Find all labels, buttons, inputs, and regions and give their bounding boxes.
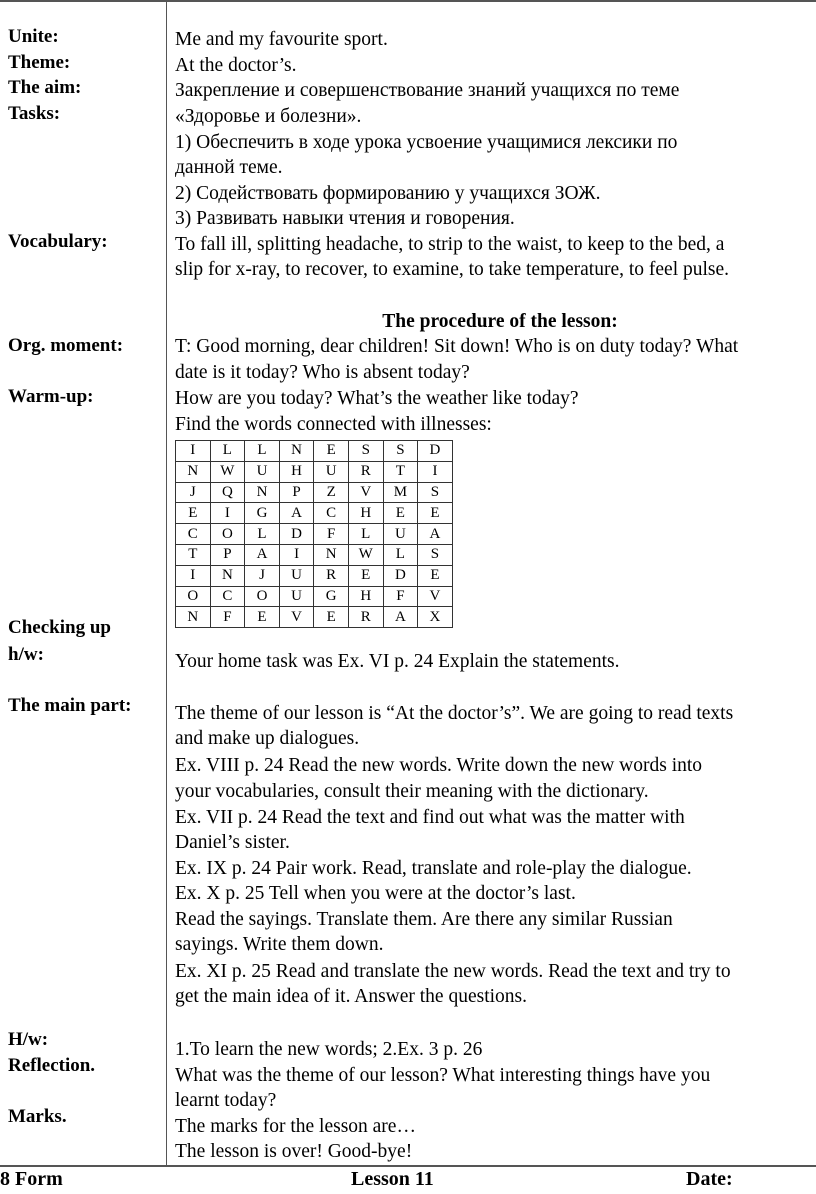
word-search-grid xyxy=(175,440,453,628)
grid-cell: S xyxy=(348,441,383,462)
grid-cell: J xyxy=(245,565,280,586)
grid-row xyxy=(176,524,453,545)
grid-cell: Z xyxy=(314,482,349,503)
grid-cell: N xyxy=(210,565,245,586)
grid-row xyxy=(176,482,453,503)
grid-cell: N xyxy=(245,482,280,503)
grid-cell: U xyxy=(314,461,349,482)
grid-cell: Q xyxy=(210,482,245,503)
grid-cell: L xyxy=(348,524,383,545)
content-line: 1) Обеспечить в ходе урока усвоение учащимися лексики по xyxy=(175,132,678,153)
grid-row xyxy=(176,607,453,628)
grid-cell: D xyxy=(418,441,453,462)
content-line: Закрепление и совершенствование знаний учащихся по теме xyxy=(175,80,680,101)
section-label: h/w: xyxy=(8,644,44,665)
grid-row xyxy=(176,544,453,565)
grid-row xyxy=(176,503,453,524)
grid-cell: A xyxy=(245,544,280,565)
grid-cell: G xyxy=(245,503,280,524)
content-line: The theme of our lesson is “At the doctor’s”. We are going to read texts xyxy=(175,703,734,724)
content-line: Daniel’s sister. xyxy=(175,832,290,853)
grid-cell: F xyxy=(314,524,349,545)
section-label: Unite: xyxy=(8,26,59,47)
grid-cell: V xyxy=(279,607,314,628)
content-line: 1.To learn the new words; 2.Ex. 3 p. 26 xyxy=(175,1039,483,1060)
grid-cell: S xyxy=(418,544,453,565)
grid-row xyxy=(176,461,453,482)
grid-cell: M xyxy=(383,482,418,503)
grid-cell: I xyxy=(210,503,245,524)
grid-cell: O xyxy=(245,586,280,607)
content-line: Ex. XI p. 25 Read and translate the new words. Read the text and try to xyxy=(175,961,731,982)
section-label: Marks. xyxy=(8,1106,67,1127)
grid-cell: S xyxy=(418,482,453,503)
grid-cell: X xyxy=(418,607,453,628)
content-line: Ex. X p. 25 Tell when you were at the doctor’s last. xyxy=(175,883,576,904)
grid-cell: E xyxy=(348,565,383,586)
grid-cell: H xyxy=(279,461,314,482)
grid-cell: E xyxy=(383,503,418,524)
grid-cell: T xyxy=(383,461,418,482)
grid-cell: A xyxy=(279,503,314,524)
section-label: Checking up xyxy=(8,617,111,638)
content-line: T: Good morning, dear children! Sit down! Who is on duty today? What xyxy=(175,336,739,357)
grid-cell: S xyxy=(383,441,418,462)
grid-cell: U xyxy=(245,461,280,482)
content-line: At the doctor’s. xyxy=(175,55,297,76)
grid-cell: I xyxy=(176,565,211,586)
grid-cell: E xyxy=(245,607,280,628)
grid-cell: I xyxy=(418,461,453,482)
grid-row xyxy=(176,441,453,462)
grid-cell: H xyxy=(348,586,383,607)
section-label: H/w: xyxy=(8,1029,49,1050)
grid-row xyxy=(176,586,453,607)
procedure-heading: The procedure of the lesson: xyxy=(382,311,618,332)
section-label: The aim: xyxy=(8,77,82,98)
content-line: slip for x-ray, to recover, to examine, to take temperature, to feel pulse. xyxy=(175,259,730,280)
section-label: Theme: xyxy=(8,52,71,73)
content-line: Find the words connected with illnesses: xyxy=(175,414,492,435)
grid-cell: U xyxy=(279,586,314,607)
grid-cell: P xyxy=(210,544,245,565)
grid-cell: V xyxy=(418,586,453,607)
section-label: Org. moment: xyxy=(8,335,124,356)
grid-cell: N xyxy=(314,544,349,565)
grid-row xyxy=(176,565,453,586)
content-line: 2) Содействовать формированию у учащихся ЗОЖ. xyxy=(175,183,601,204)
grid-cell: W xyxy=(210,461,245,482)
content-line: Your home task was Ex. VI p. 24 Explain the statements. xyxy=(175,651,620,672)
grid-cell: I xyxy=(176,441,211,462)
grid-cell: W xyxy=(348,544,383,565)
grid-cell: R xyxy=(348,607,383,628)
grid-cell: N xyxy=(176,607,211,628)
grid-cell: D xyxy=(279,524,314,545)
grid-cell: E xyxy=(418,503,453,524)
section-label: Warm-up: xyxy=(8,386,94,407)
grid-cell: O xyxy=(176,586,211,607)
grid-cell: L xyxy=(383,544,418,565)
grid-cell: F xyxy=(383,586,418,607)
grid-cell: H xyxy=(348,503,383,524)
content-line: Ex. VII p. 24 Read the text and find out what was the matter with xyxy=(175,807,685,828)
content-line: Me and my favourite sport. xyxy=(175,29,388,50)
grid-cell: O xyxy=(210,524,245,545)
column-divider xyxy=(166,0,167,1166)
grid-cell: E xyxy=(314,607,349,628)
content-line: «Здоровье и болезни». xyxy=(175,106,362,127)
grid-cell: U xyxy=(279,565,314,586)
grid-cell: N xyxy=(279,441,314,462)
grid-cell: F xyxy=(210,607,245,628)
content-line: 3) Развивать навыки чтения и говорения. xyxy=(175,208,515,229)
content-line: your vocabularies, consult their meaning with the dictionary. xyxy=(175,781,649,802)
footer-form: 8 Form xyxy=(0,1168,63,1190)
content-line: How are you today? What’s the weather like today? xyxy=(175,388,579,409)
grid-cell: A xyxy=(383,607,418,628)
section-label: The main part: xyxy=(8,695,132,716)
section-label: Reflection. xyxy=(8,1055,96,1076)
grid-cell: C xyxy=(210,586,245,607)
grid-cell: D xyxy=(383,565,418,586)
grid-cell: R xyxy=(314,565,349,586)
grid-cell: G xyxy=(314,586,349,607)
grid-cell: I xyxy=(279,544,314,565)
grid-cell: C xyxy=(176,524,211,545)
grid-cell: L xyxy=(245,524,280,545)
grid-cell: V xyxy=(348,482,383,503)
footer-date: Date: xyxy=(686,1168,733,1190)
grid-cell: P xyxy=(279,482,314,503)
content-line: To fall ill, splitting headache, to strip to the waist, to keep to the bed, a xyxy=(175,234,725,255)
section-label: Tasks: xyxy=(8,103,61,124)
content-line: sayings. Write them down. xyxy=(175,934,384,955)
grid-cell: E xyxy=(176,503,211,524)
grid-cell: N xyxy=(176,461,211,482)
grid-cell: A xyxy=(418,524,453,545)
content-line: and make up dialogues. xyxy=(175,728,360,749)
grid-cell: C xyxy=(314,503,349,524)
content-line: get the main idea of it. Answer the questions. xyxy=(175,986,528,1007)
content-line: Ex. VIII p. 24 Read the new words. Write down the new words into xyxy=(175,755,703,776)
content-line: Ex. IX p. 24 Pair work. Read, translate and role-play the dialogue. xyxy=(175,858,692,879)
content-line: The lesson is over! Good-bye! xyxy=(175,1141,413,1162)
grid-cell: J xyxy=(176,482,211,503)
content-line: What was the theme of our lesson? What interesting things have you xyxy=(175,1065,711,1086)
grid-cell: T xyxy=(176,544,211,565)
grid-cell: E xyxy=(418,565,453,586)
grid-cell: E xyxy=(314,441,349,462)
content-line: date is it today? Who is absent today? xyxy=(175,362,470,383)
footer-lesson: Lesson 11 xyxy=(351,1168,434,1190)
grid-cell: R xyxy=(348,461,383,482)
top-rule xyxy=(0,0,816,2)
grid-cell: L xyxy=(210,441,245,462)
content-line: Read the sayings. Translate them. Are there any similar Russian xyxy=(175,909,673,930)
grid-cell: L xyxy=(245,441,280,462)
grid-cell: U xyxy=(383,524,418,545)
content-line: The marks for the lesson are… xyxy=(175,1116,416,1137)
section-label: Vocabulary: xyxy=(8,231,108,252)
content-line: learnt today? xyxy=(175,1090,277,1111)
content-line: данной теме. xyxy=(175,157,283,178)
